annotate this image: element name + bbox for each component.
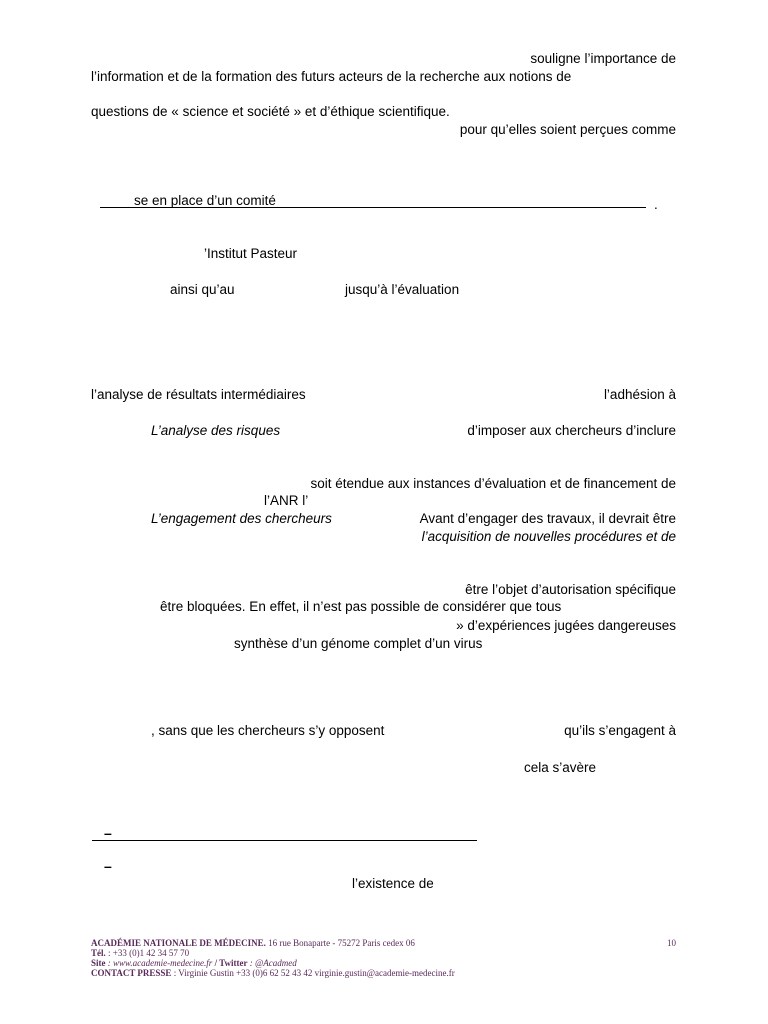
text-line: synthèse d’un génome complet d’un virus xyxy=(234,636,483,651)
text-line: » d’expériences jugées dangereuses xyxy=(456,618,676,633)
text-line: Avant d’engager des travaux, il devrait être xyxy=(419,511,676,526)
text-line: , sans que les chercheurs s’y opposent xyxy=(151,723,385,738)
underline-rule xyxy=(92,840,477,841)
text-line: se en place d’un comité xyxy=(134,193,276,208)
text-line: l’information et de la formation des futurs acteurs de la recherche aux notions de xyxy=(91,69,572,84)
footer-twitter-label: / Twitter xyxy=(212,958,248,968)
footer-press-label: CONTACT PRESSE xyxy=(91,968,172,978)
text-line: L’engagement des chercheurs xyxy=(151,511,332,526)
text-line: soit étendue aux instances d’évaluation et de financement de xyxy=(310,476,676,491)
footer-site-line xyxy=(91,958,681,968)
text-line: l’adhésion à xyxy=(603,387,676,402)
text-line: pour qu’elles soient perçues comme xyxy=(459,122,676,137)
text-line: ainsi qu’au xyxy=(170,282,235,297)
text-line: l’analyse de résultats intermédiaires xyxy=(91,387,306,402)
underline-rule xyxy=(100,207,646,208)
text-line: d’imposer aux chercheurs d’inclure xyxy=(467,423,676,438)
text-line: l’existence de xyxy=(352,876,434,891)
text-line: jusqu’à l’évaluation xyxy=(345,282,460,297)
text-line: être l’objet d’autorisation spécifique xyxy=(465,582,676,597)
text-line: être bloquées. En effet, il n’est pas possible de considérer que tous xyxy=(160,599,562,614)
page-footer xyxy=(91,938,681,978)
footer-twitter-link[interactable]: : @Acadmed xyxy=(247,958,297,968)
text-line: l’ANR l’ xyxy=(264,493,309,508)
dash-bullet: – xyxy=(104,858,112,874)
text-line: ’Institut Pasteur xyxy=(204,246,298,261)
footer-address: 16 rue Bonaparte - 75272 Paris cedex 06 xyxy=(265,938,415,948)
footer-tel-line xyxy=(91,948,681,958)
text-line: L’analyse des risques xyxy=(151,423,281,438)
footer-tel: : +33 (0)1 42 34 57 70 xyxy=(105,948,190,958)
footer-tel-label: Tél. xyxy=(91,948,106,958)
footer-site-label: Site xyxy=(91,958,106,968)
footer-address-line xyxy=(91,938,681,948)
footer-press-contact: : Virginie Gustin +33 (0)6 62 52 43 42 virginie.gustin@academie-medecine.fr xyxy=(171,968,455,978)
text-line: questions de « science et société » et d’éthique scientifique. xyxy=(91,104,450,119)
text-line: cela s’avère xyxy=(524,760,597,775)
text-line: . xyxy=(654,197,658,212)
text-line: souligne l’importance de xyxy=(530,51,676,66)
footer-org: ACADÉMIE NATIONALE DE MÉDECINE. xyxy=(91,938,266,948)
footer-press-line xyxy=(91,968,681,978)
text-line: l’acquisition de nouvelles procédures et de xyxy=(421,529,676,544)
page-number: 10 xyxy=(667,938,676,948)
text-line: qu’ils s’engagent à xyxy=(564,723,676,738)
footer-site-link[interactable]: : www.academie-medecine.fr xyxy=(105,958,213,968)
dash-bullet: – xyxy=(104,825,112,841)
